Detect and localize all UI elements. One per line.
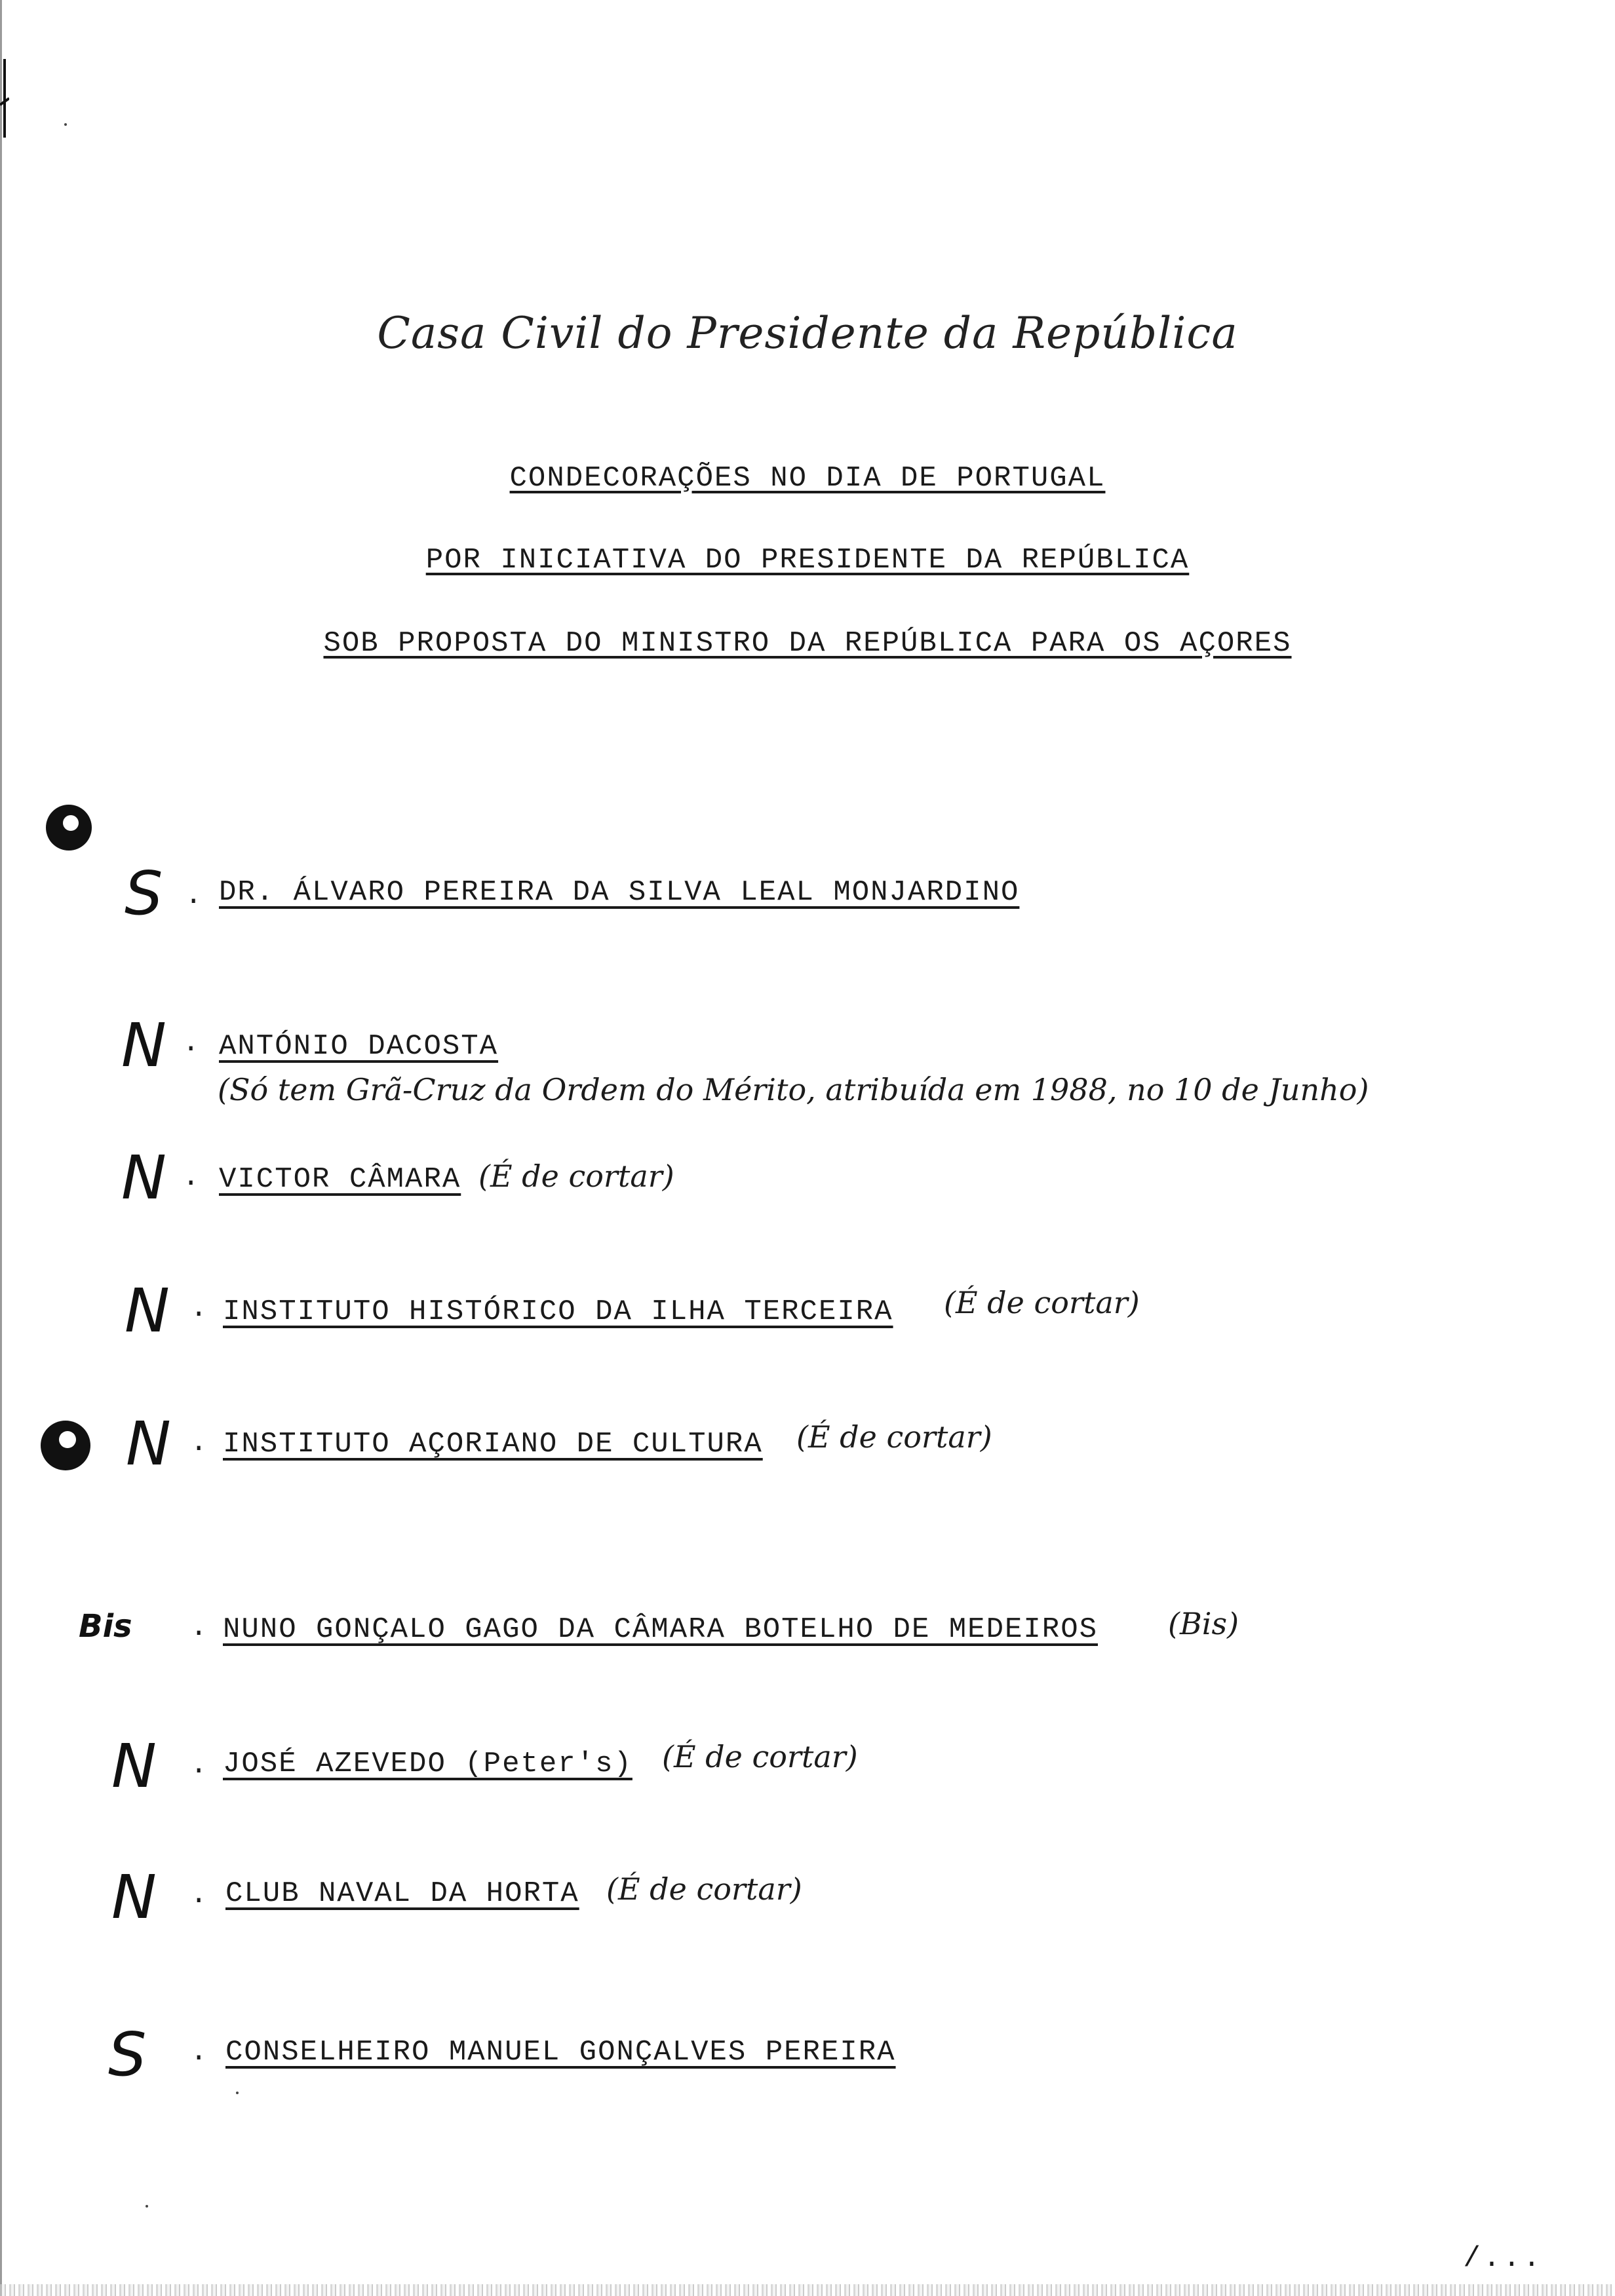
entry-name: INSTITUTO AÇORIANO DE CULTURA (223, 1428, 763, 1461)
handwritten-note: (Só tem Grã-Cruz da Ordem do Mérito, atribuída em 1988, no 10 de Junho) (218, 1072, 1369, 1107)
margin-mark (0, 59, 9, 138)
punch-hole-top (46, 805, 92, 851)
handwritten-note: (É de cortar) (796, 1419, 992, 1455)
handwritten-note: (É de cortar) (944, 1285, 1140, 1320)
entry-name: CONSELHEIRO MANUEL GONÇALVES PEREIRA (225, 2036, 896, 2069)
entry-name: NUNO GONÇALO GAGO DA CÂMARA BOTELHO DE MEDEIROS (223, 1613, 1099, 1646)
handwritten-mark: N (126, 1409, 171, 1479)
bullet: . (190, 1749, 208, 1782)
handwritten-note: (Bis) (1168, 1606, 1239, 1641)
letterhead: Casa Civil do Presidente da República (377, 308, 1238, 358)
handwritten-mark: N (121, 1010, 166, 1081)
handwritten-note: (É de cortar) (606, 1871, 802, 1907)
entry-name: ANTÓNIO DACOSTA (219, 1030, 499, 1063)
punch-hole-middle (41, 1421, 90, 1470)
handwritten-mark: N (111, 1731, 157, 1801)
handwritten-note: (É de cortar) (478, 1158, 674, 1194)
bullet: . (185, 879, 203, 912)
handwritten-mark: N (111, 1862, 157, 1932)
handwritten-mark: S (125, 858, 163, 928)
speck (64, 123, 67, 126)
bullet: . (190, 1292, 208, 1325)
handwritten-mark: N (121, 1143, 166, 1213)
entry-name: JOSÉ AZEVEDO (Peter's) (223, 1748, 632, 1780)
bullet: . (190, 1426, 208, 1459)
speck (236, 2092, 239, 2094)
bullet: . (190, 1611, 208, 1644)
entry-name: INSTITUTO HISTÓRICO DA ILHA TERCEIRA (223, 1295, 893, 1328)
bullet: . (190, 1879, 208, 1911)
handwritten-mark: N (125, 1276, 170, 1346)
handwritten-mark: Bis (79, 1608, 132, 1645)
bullet: . (190, 2036, 208, 2069)
scan-edge (0, 2284, 1615, 2296)
bullet: . (182, 1161, 200, 1194)
entry-name: DR. ÁLVARO PEREIRA DA SILVA LEAL MONJARDINO (219, 876, 1020, 909)
handwritten-note: (É de cortar) (662, 1739, 858, 1774)
title-line-3: SOB PROPOSTA DO MINISTRO DA REPÚBLICA PARA OS AÇORES (323, 627, 1292, 660)
bullet: . (182, 1027, 200, 1060)
entry-name: CLUB NAVAL DA HORTA (225, 1877, 579, 1910)
title-line-2: POR INICIATIVA DO PRESIDENTE DA REPÚBLICA (425, 544, 1190, 577)
entry-name: VICTOR CÂMARA (219, 1163, 461, 1196)
title-line-1: CONDECORAÇÕES NO DIA DE PORTUGAL (509, 462, 1106, 495)
handwritten-mark: S (108, 2019, 147, 2090)
speck (146, 2205, 148, 2208)
page-continuation: /... (1463, 2242, 1543, 2275)
